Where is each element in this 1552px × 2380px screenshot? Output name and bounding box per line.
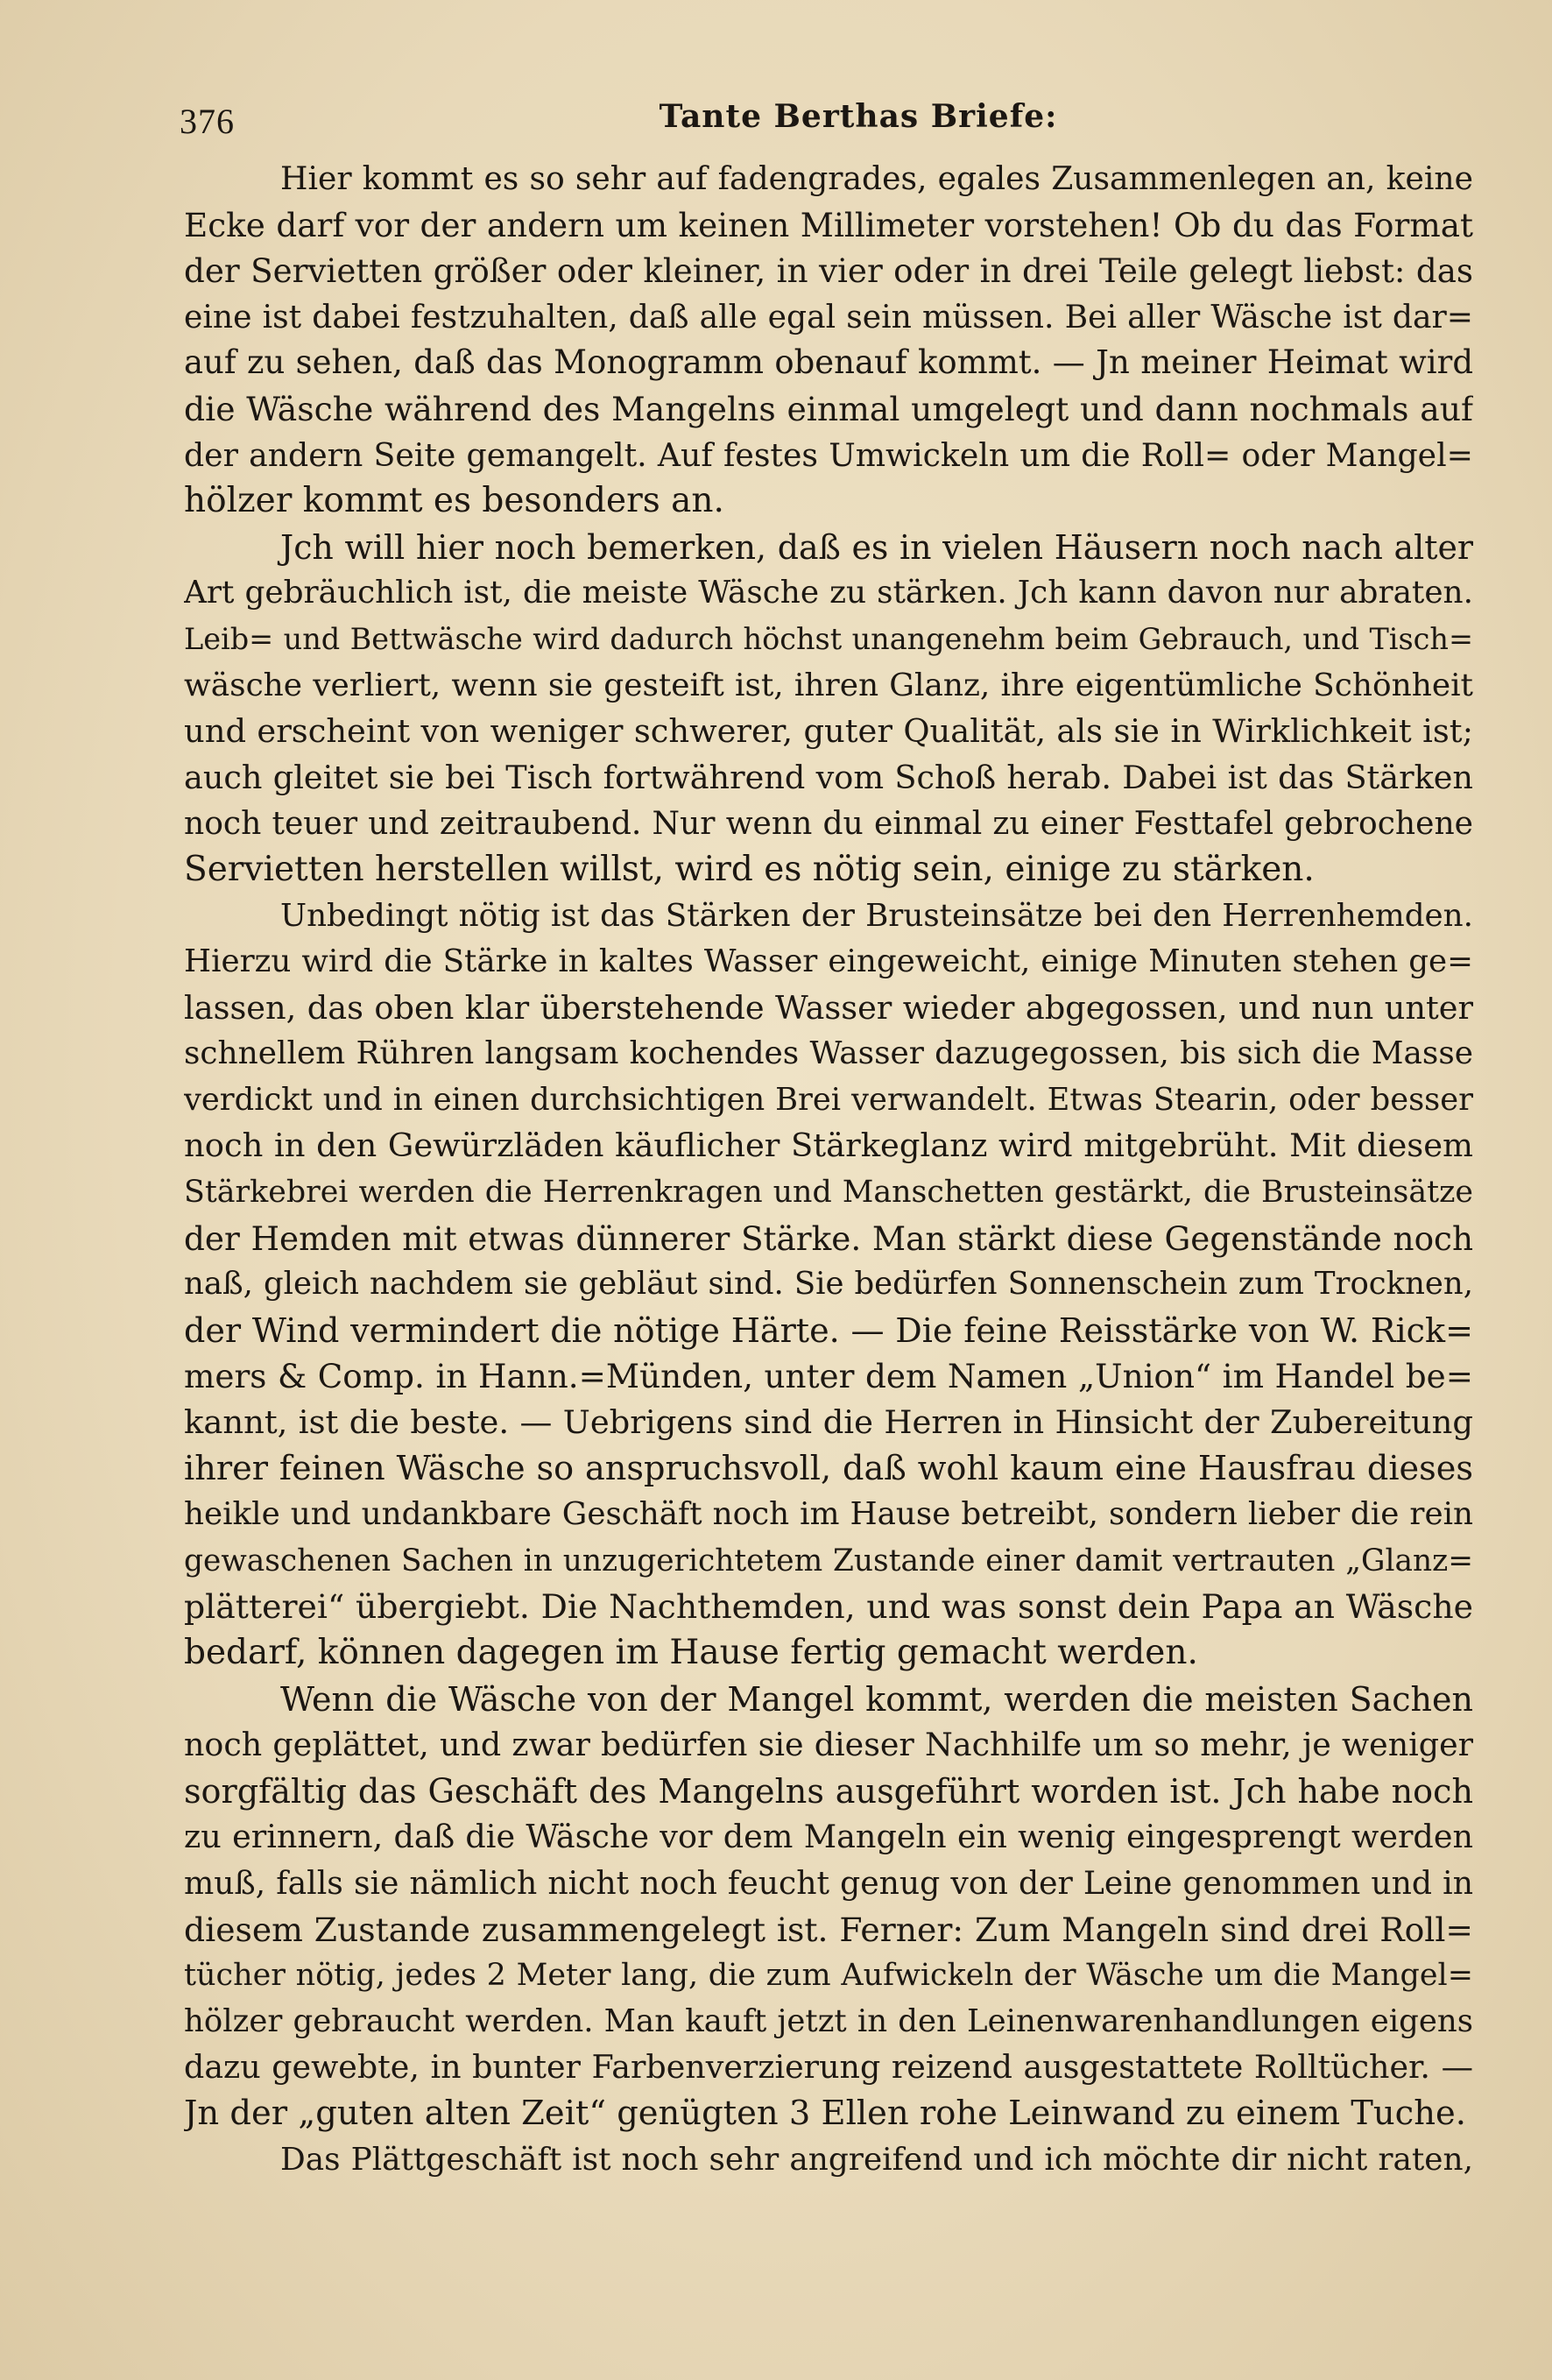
text-line: Hier kommt es so sehr auf fadengrades, egales Zusammenlegen an, keine (280, 160, 1473, 197)
text-line: auch gleitet sie bei Tisch fortwährend vom Schoß herab. Dabei ist das Stärken (184, 758, 1473, 796)
text-line: Hierzu wird die Stärke in kaltes Wasser eingeweicht, einige Minuten stehen ge= (184, 943, 1473, 980)
text-line: schnellem Rühren langsam kochendes Wasser dazugegossen, bis sich die Masse (184, 1035, 1473, 1072)
text-line: naß, gleich nachdem sie gebläut sind. Sie bedürfen Sonnenschein zum Trocknen, (184, 1266, 1473, 1303)
text-line: der Servietten größer oder kleiner, in vier oder in drei Teile gelegt liebst: das (184, 251, 1473, 291)
text-line: Jn der „guten alten Zeit“ genügten 3 Ellen rohe Leinwand zu einem Tuche. (184, 2093, 1466, 2133)
text-line: verdickt und in einen durchsichtigen Brei verwandelt. Etwas Stearin, oder besser (184, 1081, 1473, 1118)
text-line: hölzer gebraucht werden. Man kauft jetzt in den Leinenwarenhandlungen eigens (184, 2002, 1473, 2039)
text-line: Das Plättgeschäft ist noch sehr angreifend und ich möchte dir nicht raten, (280, 2141, 1473, 2178)
text-line: eine ist dabei festzuhalten, daß alle egal sein müssen. Bei aller Wäsche ist dar= (184, 298, 1473, 335)
text-line: muß, falls sie nämlich nicht noch feucht genug von der Leine genommen und in (184, 1863, 1473, 1902)
text-line: Wenn die Wäsche von der Mangel kommt, werden die meisten Sachen (280, 1679, 1473, 1719)
text-line: Art gebräuchlich ist, die meiste Wäsche zu stärken. Jch kann davon nur abraten. (184, 575, 1473, 611)
text-line: zu erinnern, daß die Wäsche vor dem Mangeln ein wenig eingesprengt werden (184, 1818, 1473, 1856)
text-line: der andern Seite gemangelt. Auf festes Umwickeln um die Roll= oder Mangel= (184, 435, 1473, 474)
page-number: 376 (180, 102, 235, 141)
text-line: der Hemden mit etwas dünnerer Stärke. Man stärkt diese Gegenstände noch (184, 1218, 1473, 1258)
text-line: Servietten herstellen willst, wird es nötig sein, einige zu stärken. (184, 849, 1315, 889)
text-line: noch teuer und zeitraubend. Nur wenn du einmal zu einer Festtafel gebrochene (184, 805, 1473, 843)
text-line: mers & Comp. in Hann.=Münden, unter dem Namen „Union“ im Handel be= (184, 1357, 1473, 1396)
text-line: hölzer kommt es besonders an. (184, 481, 724, 521)
text-line: bedarf, können dagegen im Hause fertig gemacht werden. (184, 1633, 1198, 1672)
text-line: wäsche verliert, wenn sie gesteift ist, ihren Glanz, ihre eigentümliche Schönheit (184, 667, 1473, 703)
text-line: noch in den Gewürzläden käuflicher Stärkeglanz wird mitgebrüht. Mit diesem (184, 1126, 1473, 1165)
text-line: diesem Zustande zusammengelegt ist. Ferner: Zum Mangeln sind drei Roll= (184, 1910, 1473, 1949)
text-line: lassen, das oben klar überstehende Wasser wieder abgegossen, und nun unter (184, 988, 1473, 1027)
text-line: ihrer feinen Wäsche so anspruchsvoll, daß wohl kaum eine Hausfrau dieses (184, 1449, 1473, 1488)
text-line: auf zu sehen, daß das Monogramm obenauf kommt. — Jn meiner Heimat wird (184, 343, 1473, 382)
text-line: noch geplättet, und zwar bedürfen sie dieser Nachhilfe um so mehr, je weniger (184, 1726, 1473, 1764)
text-line: der Wind vermindert die nötige Härte. — Die feine Reisstärke von W. Rick= (184, 1310, 1473, 1350)
text-line: gewaschenen Sachen in unzugerichtetem Zustande einer damit vertrauten „Glanz= (184, 1543, 1473, 1578)
running-title: Tante Berthas Briefe: (659, 98, 1058, 135)
text-line: und erscheint von weniger schwerer, guter Qualität, als sie in Wirklichkeit ist; (184, 712, 1473, 751)
text-line: kannt, ist die beste. — Uebrigens sind die Herren in Hinsicht der Zubereitung (184, 1403, 1473, 1442)
text-line: dazu gewebte, in bunter Farbenverzierung reizend ausgestattete Rolltücher. — (184, 2048, 1473, 2087)
text-line: Stärkebrei werden die Herrenkragen und Manschetten gestärkt, die Brusteinsätze (184, 1175, 1473, 1211)
text-line: die Wäsche während des Mangelns einmal umgelegt und dann nochmals auf (184, 389, 1473, 428)
text-line: Jch will hier noch bemerken, daß es in vielen Häusern noch nach alter (280, 527, 1473, 567)
text-line: plätterei“ übergiebt. Die Nachthemden, und was sonst dein Papa an Wäsche (184, 1587, 1473, 1627)
text-line: sorgfältig das Geschäft des Mangelns ausgeführt worden ist. Jch habe noch (184, 1771, 1473, 1811)
text-line: Leib= und Bettwäsche wird dadurch höchst unangenehm beim Gebrauch, und Tisch= (184, 621, 1473, 656)
text-line: tücher nötig, jedes 2 Meter lang, die zum Aufwickeln der Wäsche um die Mangel= (184, 1958, 1473, 1994)
text-line: heikle und undankbare Geschäft noch im Hause betreibt, sondern lieber die rein (184, 1496, 1473, 1533)
text-line: Ecke darf vor der andern um keinen Millimeter vorstehen! Ob du das Format (184, 205, 1473, 244)
text-line: Unbedingt nötig ist das Stärken der Brusteinsätze bei den Herrenhemden. (280, 897, 1473, 934)
body-text (184, 156, 1473, 2183)
